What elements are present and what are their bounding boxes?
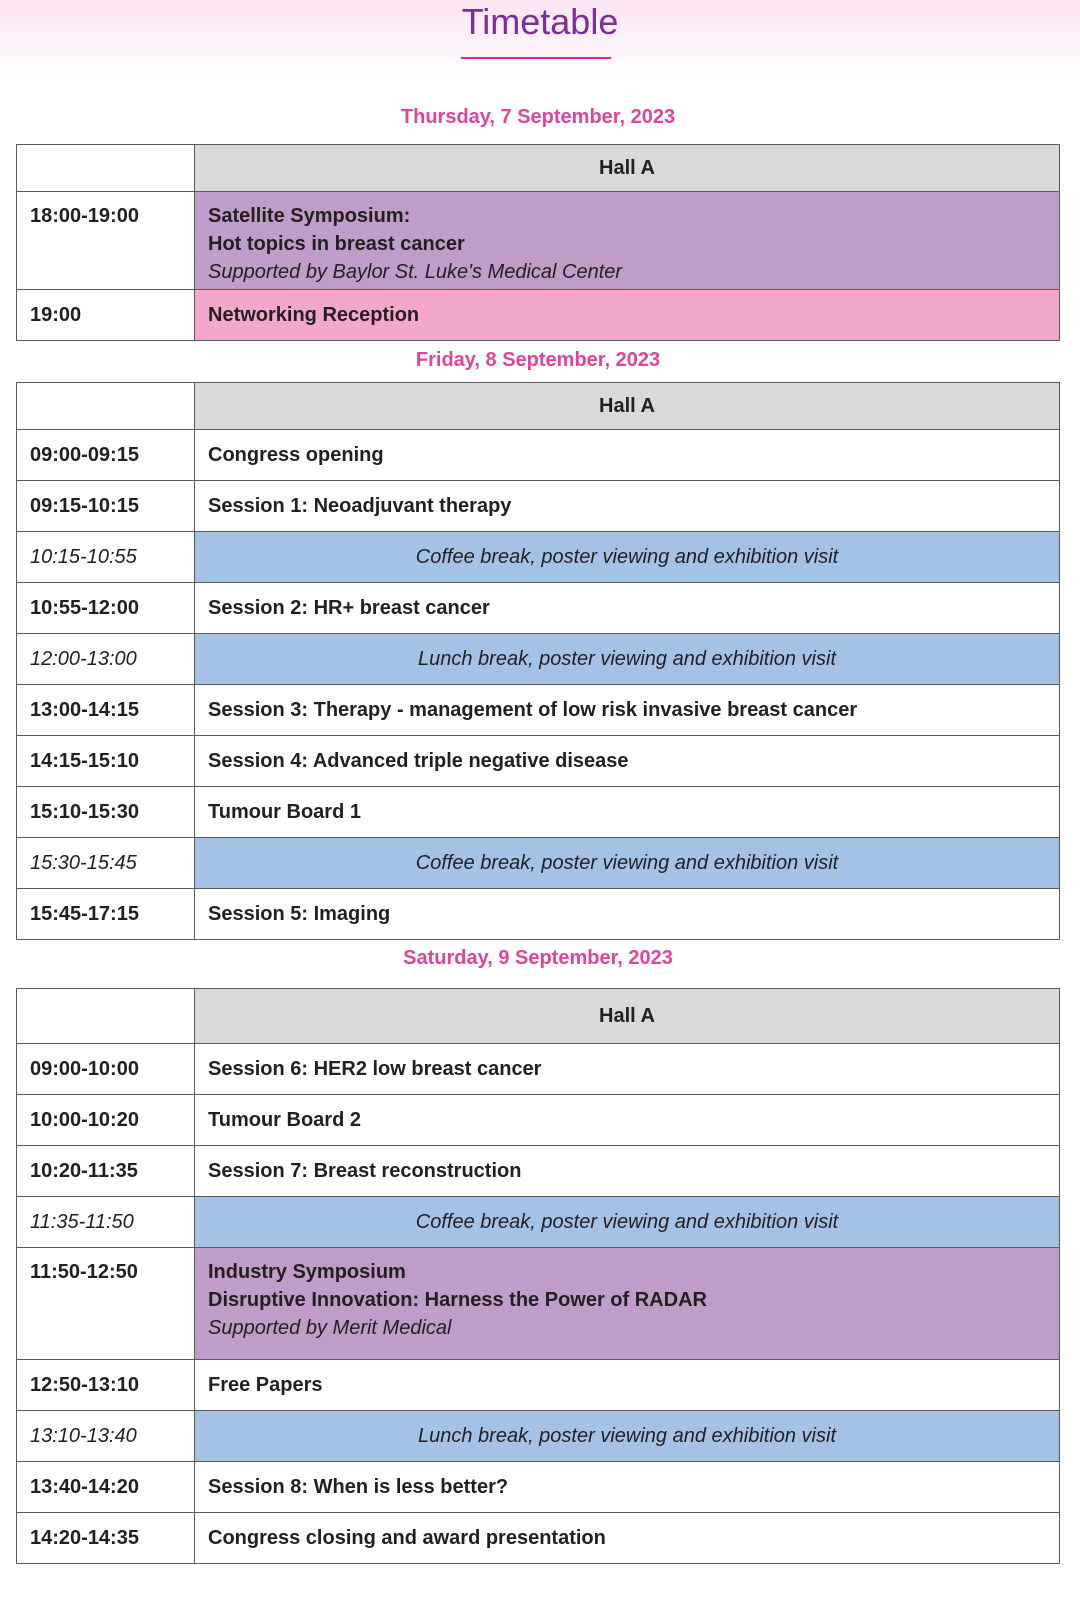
title-underline — [461, 57, 611, 59]
supported-by-text: Supported by Merit Medical — [208, 1317, 452, 1339]
time-cell: 14:15-15:10 — [17, 736, 195, 787]
time-cell: 10:15-10:55 — [17, 532, 195, 583]
break-row — [17, 1411, 1060, 1462]
table-row — [17, 889, 1060, 940]
day-heading-saturday: Saturday, 9 September, 2023 — [403, 947, 673, 969]
time-cell: 18:00-19:00 — [17, 192, 195, 290]
table-row — [17, 583, 1060, 634]
table-row — [17, 1360, 1060, 1411]
time-cell: 14:20-14:35 — [17, 1513, 195, 1564]
break-row — [17, 634, 1060, 685]
time-cell: 11:35-11:50 — [17, 1197, 195, 1248]
event-line: Hot topics in breast cancer — [208, 233, 465, 255]
hall-label: Hall A — [195, 145, 1060, 192]
timetable-thursday — [16, 144, 1060, 341]
symposium-cell — [195, 1248, 1060, 1360]
event-cell: Congress closing and award presentation — [195, 1513, 1060, 1564]
break-row — [17, 532, 1060, 583]
event-cell: Session 6: HER2 low breast cancer — [195, 1044, 1060, 1095]
symposium-cell — [195, 192, 1060, 290]
table-row — [17, 192, 1060, 290]
break-cell: Lunch break, poster viewing and exhibition visit — [195, 1411, 1060, 1462]
hall-header-row — [17, 383, 1060, 430]
time-cell: 10:00-10:20 — [17, 1095, 195, 1146]
timetable-friday — [16, 382, 1060, 940]
table-row — [17, 787, 1060, 838]
time-cell: 15:30-15:45 — [17, 838, 195, 889]
hall-label: Hall A — [195, 383, 1060, 430]
event-cell: Congress opening — [195, 430, 1060, 481]
break-row — [17, 838, 1060, 889]
event-cell: Session 4: Advanced triple negative disease — [195, 736, 1060, 787]
event-cell: Free Papers — [195, 1360, 1060, 1411]
hall-label: Hall A — [195, 989, 1060, 1044]
event-cell: Networking Reception — [195, 290, 1060, 341]
table-row — [17, 430, 1060, 481]
event-cell: Session 3: Therapy - management of low risk invasive breast cancer — [195, 685, 1060, 736]
table-row — [17, 1513, 1060, 1564]
event-cell: Session 5: Imaging — [195, 889, 1060, 940]
table-row — [17, 1462, 1060, 1513]
event-cell: Tumour Board 2 — [195, 1095, 1060, 1146]
time-cell: 13:10-13:40 — [17, 1411, 195, 1462]
table-row — [17, 481, 1060, 532]
page-title: Timetable — [461, 1, 619, 42]
event-cell: Tumour Board 1 — [195, 787, 1060, 838]
table-row — [17, 1095, 1060, 1146]
table-row — [17, 685, 1060, 736]
day-heading-friday: Friday, 8 September, 2023 — [415, 349, 661, 371]
time-cell: 12:00-13:00 — [17, 634, 195, 685]
time-cell: 15:45-17:15 — [17, 889, 195, 940]
time-cell: 10:55-12:00 — [17, 583, 195, 634]
time-cell: 09:00-09:15 — [17, 430, 195, 481]
time-cell: 13:40-14:20 — [17, 1462, 195, 1513]
table-row — [17, 1146, 1060, 1197]
time-cell: 12:50-13:10 — [17, 1360, 195, 1411]
hall-corner-cell — [17, 383, 195, 430]
event-cell: Session 8: When is less better? — [195, 1462, 1060, 1513]
event-cell: Session 7: Breast reconstruction — [195, 1146, 1060, 1197]
hall-corner-cell — [17, 145, 195, 192]
time-cell: 13:00-14:15 — [17, 685, 195, 736]
table-row — [17, 1044, 1060, 1095]
table-row — [17, 736, 1060, 787]
event-cell: Session 1: Neoadjuvant therapy — [195, 481, 1060, 532]
time-cell: 15:10-15:30 — [17, 787, 195, 838]
event-line: Disruptive Innovation: Harness the Power of RADAR — [208, 1289, 707, 1311]
hall-header-row — [17, 145, 1060, 192]
table-row — [17, 290, 1060, 341]
event-cell: Session 2: HR+ breast cancer — [195, 583, 1060, 634]
hall-header-row — [17, 989, 1060, 1044]
break-cell: Lunch break, poster viewing and exhibition visit — [195, 634, 1060, 685]
break-cell: Coffee break, poster viewing and exhibition visit — [195, 1197, 1060, 1248]
break-row — [17, 1197, 1060, 1248]
break-cell: Coffee break, poster viewing and exhibition visit — [195, 838, 1060, 889]
time-cell: 11:50-12:50 — [17, 1248, 195, 1360]
hall-corner-cell — [17, 989, 195, 1044]
supported-by-text: Supported by Baylor St. Luke's Medical Center — [208, 261, 623, 283]
event-line: Industry Symposium — [208, 1261, 406, 1283]
table-row — [17, 1248, 1060, 1360]
day-heading-thursday: Thursday, 7 September, 2023 — [400, 106, 676, 128]
event-line: Satellite Symposium: — [208, 205, 411, 227]
time-cell: 09:15-10:15 — [17, 481, 195, 532]
timetable-saturday — [16, 988, 1060, 1564]
break-cell: Coffee break, poster viewing and exhibition visit — [195, 532, 1060, 583]
time-cell: 10:20-11:35 — [17, 1146, 195, 1197]
time-cell: 19:00 — [17, 290, 195, 341]
time-cell: 09:00-10:00 — [17, 1044, 195, 1095]
